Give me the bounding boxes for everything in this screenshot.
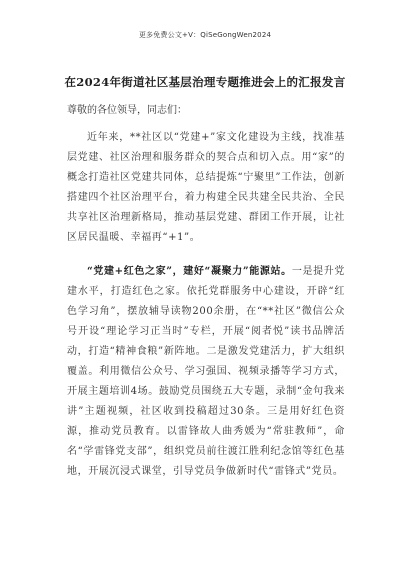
document-title: 在2024年街道社区基层治理专题推进会上的汇报发言 xyxy=(64,75,346,89)
header-note: 更多免费公文+V：QiSeGongWen2024 xyxy=(138,31,272,39)
paragraph-lead: “党建+红色之家”，建好“凝聚力”能源站。 xyxy=(87,266,292,277)
paragraph-text: 近年来，**社区以“党建+”家文化建设为主线，找准基层党建、社区治理和服务群众的契合点和切入点。用“家”的概念打造社区党建共同体，总结提炼“宁聚里”工作法，创新搭建四个社区治理平台，着力构建全民共建全民共治、全民共享社区治理新格局，推动基层党建、群团工作开展，让社区居民温暖、幸福再“+1”。 xyxy=(67,132,345,243)
document-body xyxy=(67,128,345,496)
paragraph-text: 一是提升党建水平，打造红色之家。依托党群服务中心建设，开辟“红色学习角”，摆放辅导读物200余册，在“**社区”微信公众号开设“理论学习正当时”专栏，开展“阅者悦”读书品牌活动，打造“精神食粮”新阵地。二是激发党建活力，扩大组织覆盖。利用微信公众号、学习强国、视频录播等学习方式，开展主题培训4场。鼓励党员围绕五大专题，录制“金句我来讲”主题视频，社区收到投稿超过30条。三是用好红色资源，推动党员教育。以雷锋故人曲秀媛为“常驻教师”，命名“学雷锋党支部”，组织党员前往渡江胜利纪念馆等红色基地，开展沉浸式课堂，引导党员争做新时代“雷锋式”党员。 xyxy=(67,266,345,477)
paragraph-intro xyxy=(67,128,345,248)
paragraph-red-home xyxy=(67,262,345,482)
salutation: 尊敬的各位领导，同志们： xyxy=(67,105,187,116)
